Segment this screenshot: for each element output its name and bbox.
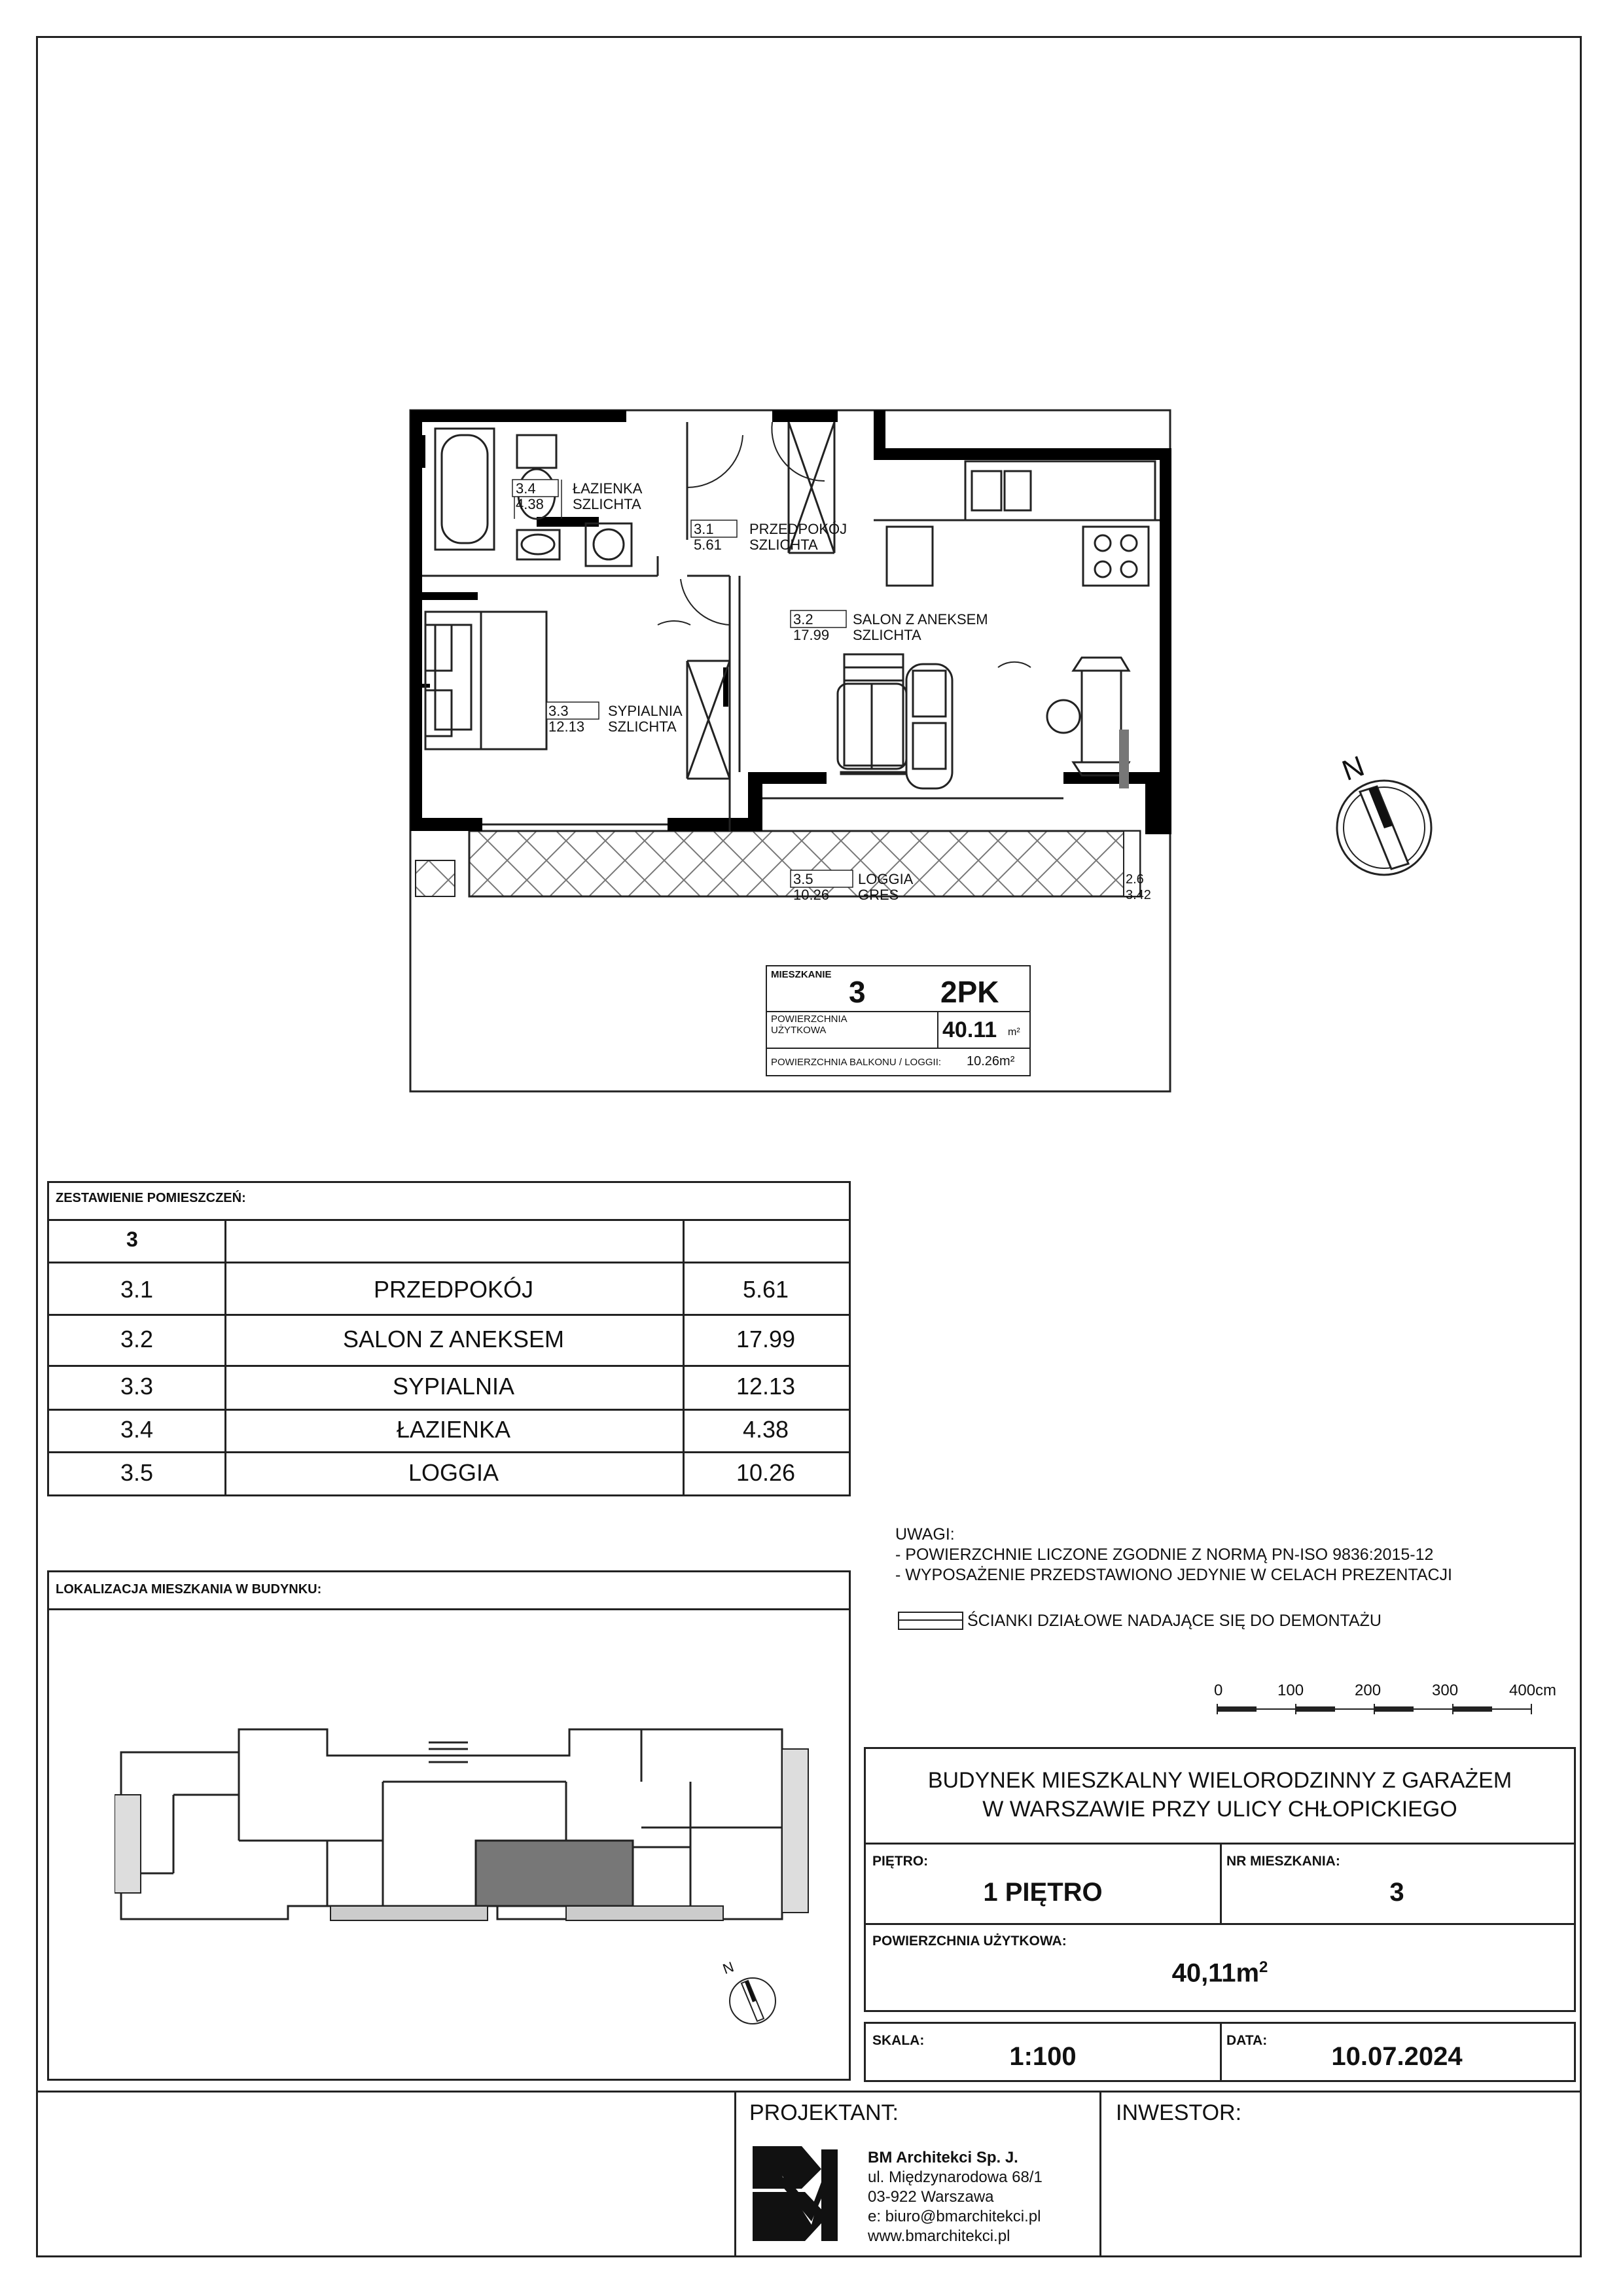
powierzchnia-value-number: 40,11m [1171, 1958, 1260, 1988]
company-name: BM Architekci Sp. J. [868, 2149, 1018, 2166]
room-label-3-4 [516, 481, 544, 512]
room-name: LOGGIA [858, 871, 914, 887]
rooms-table-title: ZESTAWIENIE POMIESZCZEŃ: [56, 1191, 246, 1205]
stamp-area-label [771, 1014, 847, 1036]
room-num: 2.6 [1126, 872, 1144, 887]
stamp-apartment-type: 2PK [940, 975, 999, 1009]
company-address-1: ul. Międzynarodowa 68/1 [868, 2168, 1043, 2186]
row-area: 10.26 [736, 1459, 796, 1486]
bm-architekci-logo-icon [749, 2143, 841, 2244]
compass-icon [1322, 752, 1446, 883]
room-num: 3.2 [793, 611, 813, 627]
powierzchnia-label: POWIERZCHNIA UŻYTKOWA: [872, 1934, 1067, 1949]
scale-tick-400: 400cm [1509, 1682, 1557, 1699]
stamp-apartment-number: 3 [849, 975, 866, 1009]
nr-mieszkania-label: NR MIESZKANIA: [1226, 1854, 1340, 1869]
room-name: PRZEDPOKÓJ [749, 521, 847, 537]
company-address-2: 03-922 Warszawa [868, 2188, 994, 2206]
north-compass [1322, 752, 1446, 883]
room-area: 3.42 [1126, 888, 1151, 902]
room-finish: SZLICHTA [853, 627, 921, 643]
stamp-area-unit: m² [1008, 1027, 1020, 1038]
pietro-label: PIĘTRO: [872, 1854, 929, 1869]
floor-plan [409, 409, 1171, 1093]
room-finish: GRES [858, 887, 899, 903]
scale-tick-100: 100 [1277, 1682, 1304, 1699]
scale-tick-0: 0 [1214, 1682, 1223, 1699]
scale-bar [1211, 1682, 1571, 1721]
notes-line-2: - WYPOSAŻENIE PRZEDSTAWIONO JEDYNIE W CELACH PREZENTACJI [895, 1566, 1453, 1584]
room-name: SALON Z ANEKSEM [853, 611, 988, 627]
row-area: 17.99 [736, 1326, 796, 1352]
pietro-value: 1 PIĘTRO [983, 1878, 1103, 1907]
notes-line-1: - POWIERZCHNIE LICZONE ZGODNIE Z NORMĄ PN-ISO 9836:2015-12 [895, 1545, 1434, 1564]
skala-value: 1:100 [1009, 2042, 1077, 2071]
title-block [864, 1747, 1576, 2012]
room-name-3-3 [608, 703, 683, 735]
room-area: 17.99 [793, 627, 830, 643]
row-name: SYPIALNIA [392, 1373, 515, 1400]
room-finish: SZLICHTA [608, 718, 677, 735]
room-name-3-2 [853, 612, 988, 643]
data-value: 10.07.2024 [1331, 2042, 1463, 2071]
room-finish: SZLICHTA [573, 496, 641, 512]
room-num: 3.3 [548, 703, 569, 719]
room-name-3-1 [749, 521, 847, 553]
building-name [866, 1766, 1574, 1824]
scale-tick-200: 200 [1355, 1682, 1382, 1699]
room-area: 5.61 [694, 537, 722, 553]
company-email[interactable]: e: biuro@bmarchitekci.pl [868, 2208, 1041, 2225]
scale-date-block [864, 2022, 1576, 2082]
location-title: LOKALIZACJA MIESZKANIA W BUDYNKU: [56, 1582, 322, 1597]
location-box [47, 1570, 851, 2081]
room-num: 3.1 [694, 521, 714, 537]
notes-title: UWAGI: [895, 1525, 955, 1544]
scale-ruler [1211, 1703, 1551, 1716]
stamp-balcony-value: 10.26m² [967, 1054, 1015, 1069]
inwestor-label: INWESTOR: [1116, 2100, 1242, 2125]
row-area: 5.61 [742, 1276, 789, 1303]
room-label-3-2 [793, 612, 829, 643]
room-area: 10.26 [793, 887, 830, 903]
row-num: 3.1 [120, 1276, 154, 1303]
stamp-mieszkanie-label: MIESZKANIE [771, 969, 832, 980]
company-website[interactable]: www.bmarchitekci.pl [868, 2227, 1010, 2245]
nr-mieszkania-value: 3 [1389, 1878, 1404, 1907]
legend-partition-icon [898, 1612, 963, 1630]
row-area: 4.38 [742, 1416, 789, 1443]
room-name: ŁAZIENKA [573, 480, 643, 497]
powierzchnia-value [866, 1958, 1574, 1988]
room-num: 3.5 [793, 871, 813, 887]
data-label: DATA: [1226, 2033, 1268, 2048]
rooms-table [47, 1181, 851, 1496]
stamp-area-value: 40.11 [942, 1017, 997, 1042]
north-label: N [1338, 750, 1369, 787]
stamp-area-label-line2: UŻYTKOWA [771, 1025, 827, 1036]
row-area: 12.13 [736, 1373, 796, 1400]
skala-label: SKALA: [872, 2033, 925, 2048]
row-num: 3.2 [120, 1326, 154, 1352]
room-name-3-4 [573, 481, 642, 512]
company-info [868, 2148, 1043, 2246]
row-num: 3.3 [120, 1373, 154, 1400]
row-name: SALON Z ANEKSEM [342, 1326, 565, 1352]
apartment-stamp [766, 965, 1031, 1076]
building-locator-plan [115, 1723, 847, 1932]
row-num: 3.4 [120, 1416, 154, 1443]
room-label-3-3 [548, 703, 584, 735]
room-area: 4.38 [516, 496, 544, 512]
room-label-2-6 [1126, 872, 1151, 903]
powierzchnia-value-sup: 2 [1259, 1958, 1268, 1976]
room-name: SYPIALNIA [608, 703, 683, 719]
legend-partition-text: ŚCIANKI DZIAŁOWE NADAJĄCE SIĘ DO DEMONTAŻU [967, 1612, 1382, 1630]
room-label-3-5 [793, 872, 829, 903]
notes [895, 1525, 1452, 1585]
row-num: 3.5 [120, 1459, 154, 1486]
rooms-table-header: 3 [126, 1227, 138, 1251]
projektant-label: PROJEKTANT: [749, 2100, 899, 2125]
row-name: LOGGIA [408, 1459, 499, 1486]
scale-tick-300: 300 [1432, 1682, 1459, 1699]
row-name: PRZEDPOKÓJ [373, 1276, 534, 1303]
location-north-label: N [721, 1958, 736, 1977]
room-label-3-1 [694, 521, 722, 553]
footer-divider-left [734, 2091, 736, 2257]
stamp-area-label-line1: POWIERZCHNIA [771, 1014, 847, 1025]
footer-divider-right [1099, 2091, 1101, 2257]
building-name-line1: BUDYNEK MIESZKALNY WIELORODZINNY Z GARAŻEM [927, 1768, 1512, 1793]
room-finish: SZLICHTA [749, 537, 818, 553]
row-name: ŁAZIENKA [396, 1416, 511, 1443]
room-name-3-5 [858, 872, 913, 903]
building-name-line2: W WARSZAWIE PRZY ULICY CHŁOPICKIEGO [982, 1797, 1457, 1822]
room-area: 12.13 [548, 718, 585, 735]
stamp-balcony-label: POWIERZCHNIA BALKONU / LOGGII: [771, 1057, 942, 1068]
footer-divider [36, 2091, 1582, 2093]
room-num: 3.4 [516, 480, 536, 497]
